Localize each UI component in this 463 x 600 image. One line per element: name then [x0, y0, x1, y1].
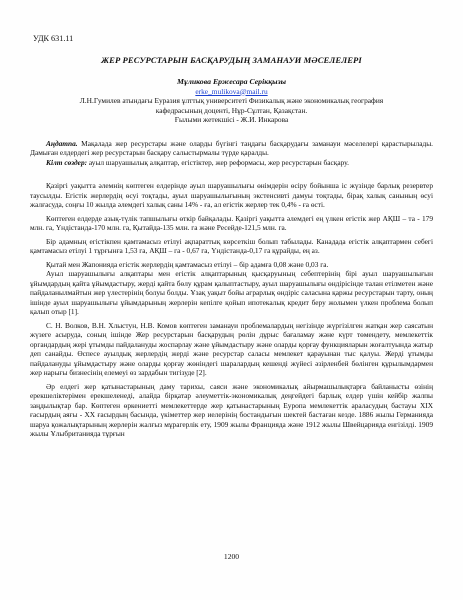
body-paragraph: Бір адамның егістікпен қамтамасыз етілуі ақпараттық көрсеткіш болып табылады. Канадада егістік алқаптармен себегі қамтамасыз етілуі 1 тұрғынға 1,53 га, АҚШ – га - 0,67 га, Үндістанда-0,17 га құрайды, ең аз.	[30, 236, 433, 256]
keywords-label: Кілт сөздер:	[46, 157, 88, 167]
author-block	[30, 77, 433, 125]
abstract-text: Мақалада жер ресурстары және оларды бүгінгі таңдағы басқарудағы заманауи мәселелері қарастырылады. Дамыған елдердегі жер ресурстарын басқару салыстырмалы түрде қаралды.	[30, 138, 433, 158]
affiliation-line-1: Л.Н.Гумилев атындағы Еуразия ұлттық университеті Физикалық және экономикалық география	[79, 96, 384, 106]
abstract-section	[30, 139, 433, 168]
body-paragraph: Ауыл шаруашылығы алқаптары мен егістік алқаптарының қысқаруының себептерінің бірі ауыл шаруашылығын ұйымдардың қайта ұйымдастыру, жерді қайта бөлу құрам қалыптастыру, ауыл шаруашылығы өндірісінде талан етілметен және пайдаланылмайтын жер үлестерінің болуы болды. Ұзақ уақыт бойы аграрлық өндіріс саласына қаржы ресурстарын тарту, оның ішінде ауыл шаруашылығы ұйымдарының жерлерін кепілге қойып ипотекалық кредит беру жолымен үлкен проблема болып қалып отыр [1].	[30, 269, 433, 317]
affiliation-line-2: кафедрасының доценті, Нұр-Сұлтан, Қазақстан.	[155, 105, 308, 115]
page-number: 1200	[223, 552, 240, 561]
body-paragraph: Көптеген елдерде азық-түлік тапшылығы өткір байқалады. Қазіргі уақытта әлемдегі ең үлкен егістік жер АҚШ – та - 179 млн. га, Үндістанда-170 млн. га, Қытайда-135 млн. га және Ресейде-121,5 млн. га.	[30, 213, 433, 233]
scientific-advisor: Ғылыми жетекшісі - Ж.И. Инкарова	[174, 115, 289, 125]
udk-code: УДК 631.11	[33, 34, 74, 43]
keywords-paragraph	[30, 158, 433, 168]
body-paragraph: Қазіргі уақытта әлемнің көптеген елдерінде ауыл шаруашылығы өнімдерін өсіру бойынша іс жүзінде барлық резервтер таусылды. Егістік жерлердің өсуі тоқтады, ауыл шаруашылығының экстенсивті дамуы тоқтады, бірақ халық санының өсуі жалғасуда, соңғы 10 жылда әлемдегі халық саны 14% - ға, ал егістік жерлер тек 0,4% - ға өсті.	[30, 181, 433, 210]
body-paragraph: Қытай мен Жапонияда егістік жерлердің қамтамасыз етілуі – бір адамға 0,08 және 0,03 га.	[46, 259, 329, 269]
body-paragraph: Әр елдегі жер қатынастарының даму тарихы, саяси және экономикалық айырмашылықтарға байланысты өзінің ерекшеліктерімен ерекшеленеді, алайда бірқатар әлеуметтік-экономикалық деңгейдегі барлық елдер үшін кейбір жалпы заңдылықтар бар. Көптеген өркениетті мемлекеттерде жер қатынастарының Еуропа мемлекеттік араласудың бастауы XIX ғасырдың аяғы - XX ғасырдың басында, үкіметтер жер иелерінің бостандығын шектей бастаған кезде. 1886 жылы Германияда шаруа қожалықтарының жерлерін жалғыз мұрагерлік ету, 1909 жылы Францияда және 1912 жылы Швейцарияда енгізілді. 1909 жылы Ұлыбританияда тұрғын	[30, 381, 433, 439]
article-title: ЖЕР РЕСУРСТАРЫН БАСҚАРУДЫҢ ЗАМАНАУИ МӘСЕЛЕЛЕРІ	[101, 55, 362, 65]
article-body	[30, 181, 433, 439]
author-name: Мұликова Ержесара Серікқызы	[176, 77, 287, 86]
abstract-label: Аңдатпа.	[46, 138, 78, 148]
abstract-paragraph	[30, 139, 433, 158]
author-email-link[interactable]: erke_mulikova@mail.ru	[195, 86, 268, 96]
keywords-text: ауыл шаруашылық алқаптар, егістіктер, жер реформасы, жер ресурстарын басқару.	[87, 157, 349, 167]
body-paragraph: С. Н. Волков, В.Н. Хлыстун, Н.В. Комов көптеген заманауи проблемалардың негізінде жүргізілген жатқан жер саясатын жүзеге асыруда, соның ішінде Жер ресурстарын басқарудың рөлін дұрыс бағаламау және күрт төмендету, мемлекеттік органдардың жері ұтымды пайдалануды жоспарлау және ұйымдастыру және оларды қорғау функцияларын жоғалтуында жатыр деп санайды. Өспесе ауылдық жерлердің жерді және ресурстар саласы мемлекет қарауынан тыс қалуы. Жерді ұтымды пайдалануды ұйымдастыру және оларды қорғау жөніндегі шаралардың кешенді жүйесі әзірленбей бөлінген құрылымдармен жер нарығы бизнесінің елемеуі өз зардабын тигізуде [2].	[30, 320, 433, 378]
